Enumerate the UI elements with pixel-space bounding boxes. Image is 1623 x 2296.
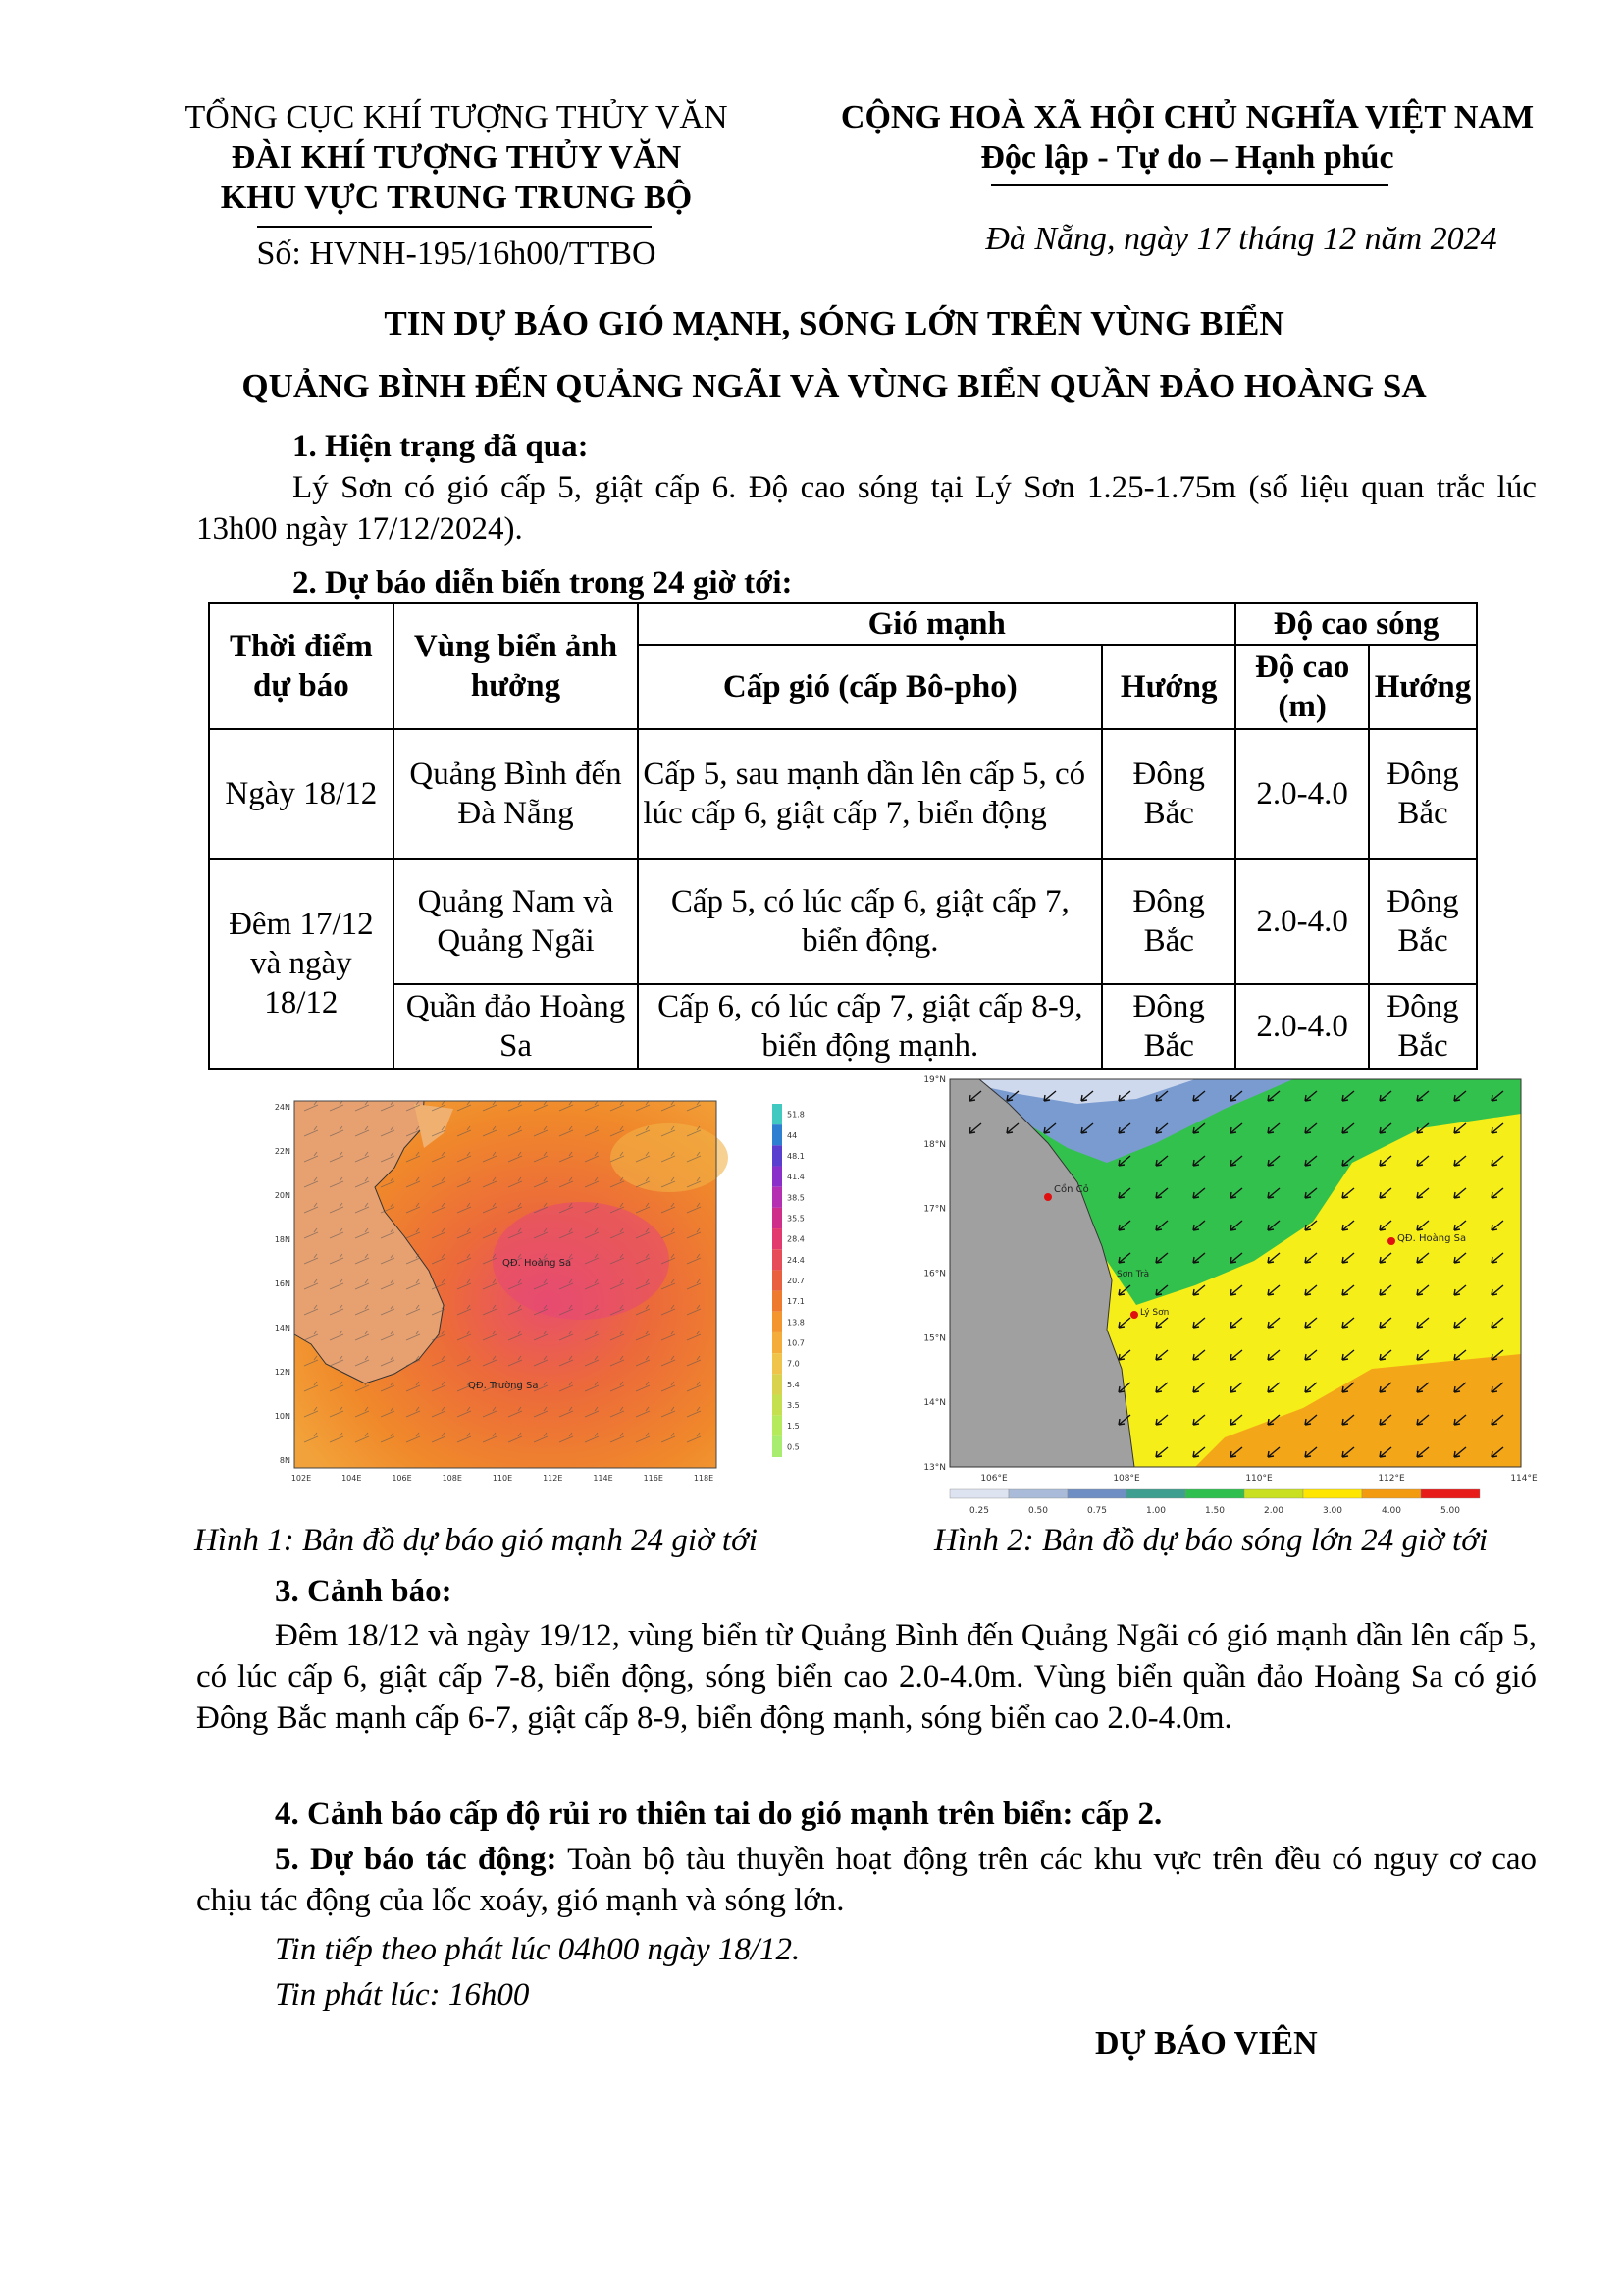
scale-swatch xyxy=(772,1104,782,1124)
row-wave-direction: Đông Bắc xyxy=(1369,984,1477,1069)
header-wind-direction: Hướng xyxy=(1102,645,1235,729)
marker-ly-son xyxy=(1130,1311,1138,1319)
header-left-rule xyxy=(257,226,652,228)
scale-swatch xyxy=(772,1208,782,1228)
scale-swatch xyxy=(772,1353,782,1374)
figure-2-caption: Hình 2: Bản đồ dự báo sóng lớn 24 giờ tới xyxy=(934,1523,1488,1558)
scale-label: 1.50 xyxy=(1204,1506,1226,1516)
forecast-table xyxy=(208,602,1478,1070)
wind-color-scale xyxy=(772,1104,805,1457)
header-wave-height: Độ cao (m) xyxy=(1235,645,1369,729)
scale-swatch xyxy=(772,1416,782,1436)
scale-label: 7.0 xyxy=(787,1359,800,1369)
scale-label: 1.00 xyxy=(1145,1506,1167,1516)
header-zone: Vùng biển ảnh hưởng xyxy=(393,603,639,729)
table-row xyxy=(209,984,1477,1069)
lat-tick-label: 10N xyxy=(274,1412,290,1421)
row-wave-direction: Đông Bắc xyxy=(1369,859,1477,984)
scale-swatch xyxy=(772,1270,782,1290)
scale-label: 35.5 xyxy=(787,1214,805,1224)
scale-label: 2.00 xyxy=(1263,1506,1284,1516)
lat-tick-label: 14°N xyxy=(923,1398,946,1409)
map-label-con-co: Cồn Cỏ xyxy=(1054,1184,1089,1195)
section-4-heading: 4. Cảnh báo cấp độ rủi ro thiên tai do gió mạnh trên biển: cấp 2. xyxy=(275,1797,1163,1832)
row-zone: Quảng Bình đến Đà Nẵng xyxy=(393,729,639,859)
lon-tick-label: 114E xyxy=(593,1474,613,1483)
scale-label: 3.5 xyxy=(787,1401,800,1411)
wave-lon-axis xyxy=(980,1474,1538,1484)
row-wave-height: 2.0-4.0 xyxy=(1235,729,1369,859)
lat-tick-label: 18N xyxy=(274,1235,290,1244)
scale-swatch xyxy=(772,1124,782,1145)
wind-lat-axis xyxy=(275,1103,290,1465)
scale-label: 0.25 xyxy=(969,1506,990,1516)
section-5-heading: 5. Dự báo tác động: xyxy=(275,1842,557,1877)
scale-swatch xyxy=(772,1145,782,1166)
wave-lat-axis xyxy=(923,1075,946,1473)
map-label-truong-sa: QĐ. Trường Sa xyxy=(468,1381,539,1391)
scale-swatch xyxy=(1421,1489,1480,1498)
lon-tick-label: 114°E xyxy=(1510,1474,1538,1484)
section-1-heading: 1. Hiện trạng đã qua: xyxy=(292,429,589,464)
scale-swatch xyxy=(772,1394,782,1415)
next-bulletin: Tin tiếp theo phát lúc 04h00 ngày 18/12. xyxy=(275,1932,801,1967)
scale-swatch xyxy=(1362,1489,1421,1498)
section-3-text: Đêm 18/12 và ngày 19/12, vùng biển từ Quảng Bình đến Quảng Ngãi có gió mạnh dần lên cấp 5, có lúc cấp 6, giật cấp 7-8, biển động, sóng biển cao 2.0-4.0m. Vùng biển quần đảo Hoàng Sa có gió Đông Bắc mạnh cấp 6-7, giật cấp 8-9, biển động mạnh, sóng biển cao 2.0-4.0m. xyxy=(196,1618,1537,1736)
table-row xyxy=(209,859,1477,984)
lat-tick-label: 24N xyxy=(274,1103,290,1112)
scale-swatch xyxy=(1244,1489,1303,1498)
row-wave-direction: Đông Bắc xyxy=(1369,729,1477,859)
title-line-1: TIN DỰ BÁO GIÓ MẠNH, SÓNG LỚN TRÊN VÙNG BIỂN xyxy=(384,304,1284,342)
scale-label: 5.4 xyxy=(787,1380,800,1389)
scale-swatch xyxy=(772,1312,782,1332)
lon-tick-label: 110E xyxy=(492,1474,513,1483)
row-wind-direction: Đông Bắc xyxy=(1102,859,1235,984)
scale-swatch xyxy=(772,1332,782,1353)
region-name: KHU VỰC TRUNG TRUNG BỘ xyxy=(220,180,693,216)
marker-hoang-sa xyxy=(1387,1237,1395,1245)
scale-label: 4.00 xyxy=(1381,1506,1402,1516)
scale-label: 0.75 xyxy=(1086,1506,1108,1516)
scale-label: 0.50 xyxy=(1027,1506,1049,1516)
lat-tick-label: 19°N xyxy=(923,1075,946,1085)
scale-label: 20.7 xyxy=(787,1277,805,1285)
scale-swatch xyxy=(1126,1489,1185,1498)
row-zone: Quảng Nam và Quảng Ngãi xyxy=(393,859,639,984)
wind-forecast-map xyxy=(257,1089,826,1487)
table-row xyxy=(209,729,1477,859)
map-label-ly-son: Lý Sơn xyxy=(1140,1308,1170,1318)
lat-tick-label: 8N xyxy=(279,1456,290,1465)
lon-tick-label: 106E xyxy=(392,1474,412,1483)
row-wind-level: Cấp 5, sau mạnh dần lên cấp 5, có lúc cấp 6, giật cấp 7, biển động xyxy=(638,729,1102,859)
scale-label: 17.1 xyxy=(787,1297,805,1307)
station-name: ĐÀI KHÍ TƯỢNG THỦY VĂN xyxy=(231,139,682,176)
issue-time: Tin phát lúc: 16h00 xyxy=(275,1977,530,2012)
scale-label: 3.00 xyxy=(1322,1506,1343,1516)
figure-1-caption: Hình 1: Bản đồ dự báo gió mạnh 24 giờ tới xyxy=(194,1523,758,1558)
lat-tick-label: 14N xyxy=(274,1324,290,1332)
scale-swatch xyxy=(772,1187,782,1208)
scale-swatch xyxy=(1185,1489,1244,1498)
scale-label: 10.7 xyxy=(787,1338,805,1348)
wind-lon-axis xyxy=(291,1474,713,1483)
scale-swatch xyxy=(772,1228,782,1249)
scale-label: 44 xyxy=(787,1130,798,1140)
scale-swatch xyxy=(1009,1489,1068,1498)
row-wind-level: Cấp 6, có lúc cấp 7, giật cấp 8-9, biển động mạnh. xyxy=(638,984,1102,1069)
nation-name: CỘNG HOÀ XÃ HỘI CHỦ NGHĨA VIỆT NAM xyxy=(840,99,1535,135)
row-wave-height: 2.0-4.0 xyxy=(1235,859,1369,984)
scale-swatch xyxy=(772,1374,782,1394)
scale-swatch xyxy=(950,1489,1009,1498)
lat-tick-label: 22N xyxy=(274,1147,290,1156)
scale-label: 48.1 xyxy=(787,1151,805,1161)
lon-tick-label: 108°E xyxy=(1113,1474,1140,1484)
lon-tick-label: 112E xyxy=(543,1474,563,1483)
row-wind-level: Cấp 5, có lúc cấp 6, giật cấp 7, biển động. xyxy=(638,859,1102,984)
row-time: Ngày 18/12 xyxy=(209,729,393,859)
scale-label: 51.8 xyxy=(787,1110,805,1120)
section-2-heading: 2. Dự báo diễn biến trong 24 giờ tới: xyxy=(292,565,793,600)
header-wave: Độ cao sóng xyxy=(1235,603,1477,645)
header-time: Thời điểm dự báo xyxy=(209,603,393,729)
lon-tick-label: 112°E xyxy=(1378,1474,1405,1484)
section-1-text: Lý Sơn có gió cấp 5, giật cấp 6. Độ cao sóng tại Lý Sơn 1.25-1.75m (số liệu quan trắc lúc 13h00 ngày 17/12/2024). xyxy=(196,470,1537,547)
row-wind-direction: Đông Bắc xyxy=(1102,984,1235,1069)
map-label-son-tra: Sơn Trà xyxy=(1117,1270,1150,1279)
section-3-heading: 3. Cảnh báo: xyxy=(275,1574,452,1609)
header-wind: Gió mạnh xyxy=(638,603,1235,645)
scale-label: 13.8 xyxy=(787,1318,805,1328)
lat-tick-label: 13°N xyxy=(923,1463,946,1473)
lat-tick-label: 16°N xyxy=(923,1269,946,1279)
title-line-2: QUẢNG BÌNH ĐẾN QUẢNG NGÃI VÀ VÙNG BIỂN QUẦN ĐẢO HOÀNG SA xyxy=(241,367,1427,405)
scale-label: 5.00 xyxy=(1440,1506,1461,1516)
row-time: Đêm 17/12 và ngày 18/12 xyxy=(209,859,393,1069)
lon-tick-label: 110°E xyxy=(1245,1474,1273,1484)
scale-swatch xyxy=(1303,1489,1362,1498)
scale-label: 38.5 xyxy=(787,1193,805,1203)
header-wave-direction: Hướng xyxy=(1369,645,1477,729)
scale-label: 0.5 xyxy=(787,1442,800,1452)
lat-tick-label: 16N xyxy=(274,1279,290,1288)
row-zone: Quần đảo Hoàng Sa xyxy=(393,984,639,1069)
scale-swatch xyxy=(772,1167,782,1187)
scale-label: 41.4 xyxy=(787,1173,805,1182)
header-right-rule xyxy=(991,184,1388,186)
lat-tick-label: 15°N xyxy=(923,1333,946,1344)
signer-title: DỰ BÁO VIÊN xyxy=(1095,2025,1318,2061)
agency-name: TỔNG CỤC KHÍ TƯỢNG THỦY VĂN xyxy=(184,99,728,135)
lat-tick-label: 17°N xyxy=(923,1204,946,1215)
row-wind-direction: Đông Bắc xyxy=(1102,729,1235,859)
section-5-paragraph xyxy=(196,1839,1537,1921)
row-wave-height: 2.0-4.0 xyxy=(1235,984,1369,1069)
lon-tick-label: 108E xyxy=(442,1474,462,1483)
scale-swatch xyxy=(1068,1489,1126,1498)
document-date: Đà Nẵng, ngày 17 tháng 12 năm 2024 xyxy=(985,221,1497,257)
lat-tick-label: 12N xyxy=(274,1368,290,1377)
lon-tick-label: 102E xyxy=(290,1474,312,1483)
scale-label: 1.5 xyxy=(787,1422,800,1432)
national-motto: Độc lập - Tự do – Hạnh phúc xyxy=(980,139,1394,176)
scale-swatch xyxy=(772,1436,782,1457)
marker-con-co xyxy=(1044,1193,1052,1201)
document-number: Số: HVNH-195/16h00/TTBO xyxy=(256,235,656,272)
lon-tick-label: 104E xyxy=(341,1474,362,1483)
lat-tick-label: 20N xyxy=(274,1191,290,1200)
section-5-text: Toàn bộ tàu thuyền hoạt động trên các khu vực trên đều có nguy cơ cao chịu tác động của lốc xoáy, gió mạnh và sóng lớn. xyxy=(196,1842,1537,1918)
lon-tick-label: 116E xyxy=(643,1474,663,1483)
map-label-hoang-sa: QĐ. Hoàng Sa xyxy=(1397,1233,1467,1244)
header-wind-level: Cấp gió (cấp Bô-pho) xyxy=(638,645,1102,729)
wave-forecast-map xyxy=(901,1074,1539,1526)
lon-tick-label: 106°E xyxy=(980,1474,1008,1484)
map-label-hoang-sa: QĐ. Hoàng Sa xyxy=(502,1258,572,1269)
scale-swatch xyxy=(772,1291,782,1312)
lat-tick-label: 18°N xyxy=(923,1139,946,1150)
scale-label: 28.4 xyxy=(787,1234,805,1244)
scale-label: 24.4 xyxy=(787,1255,805,1265)
lon-tick-label: 118E xyxy=(693,1474,714,1483)
wave-color-scale xyxy=(950,1489,1480,1516)
scale-swatch xyxy=(772,1249,782,1270)
